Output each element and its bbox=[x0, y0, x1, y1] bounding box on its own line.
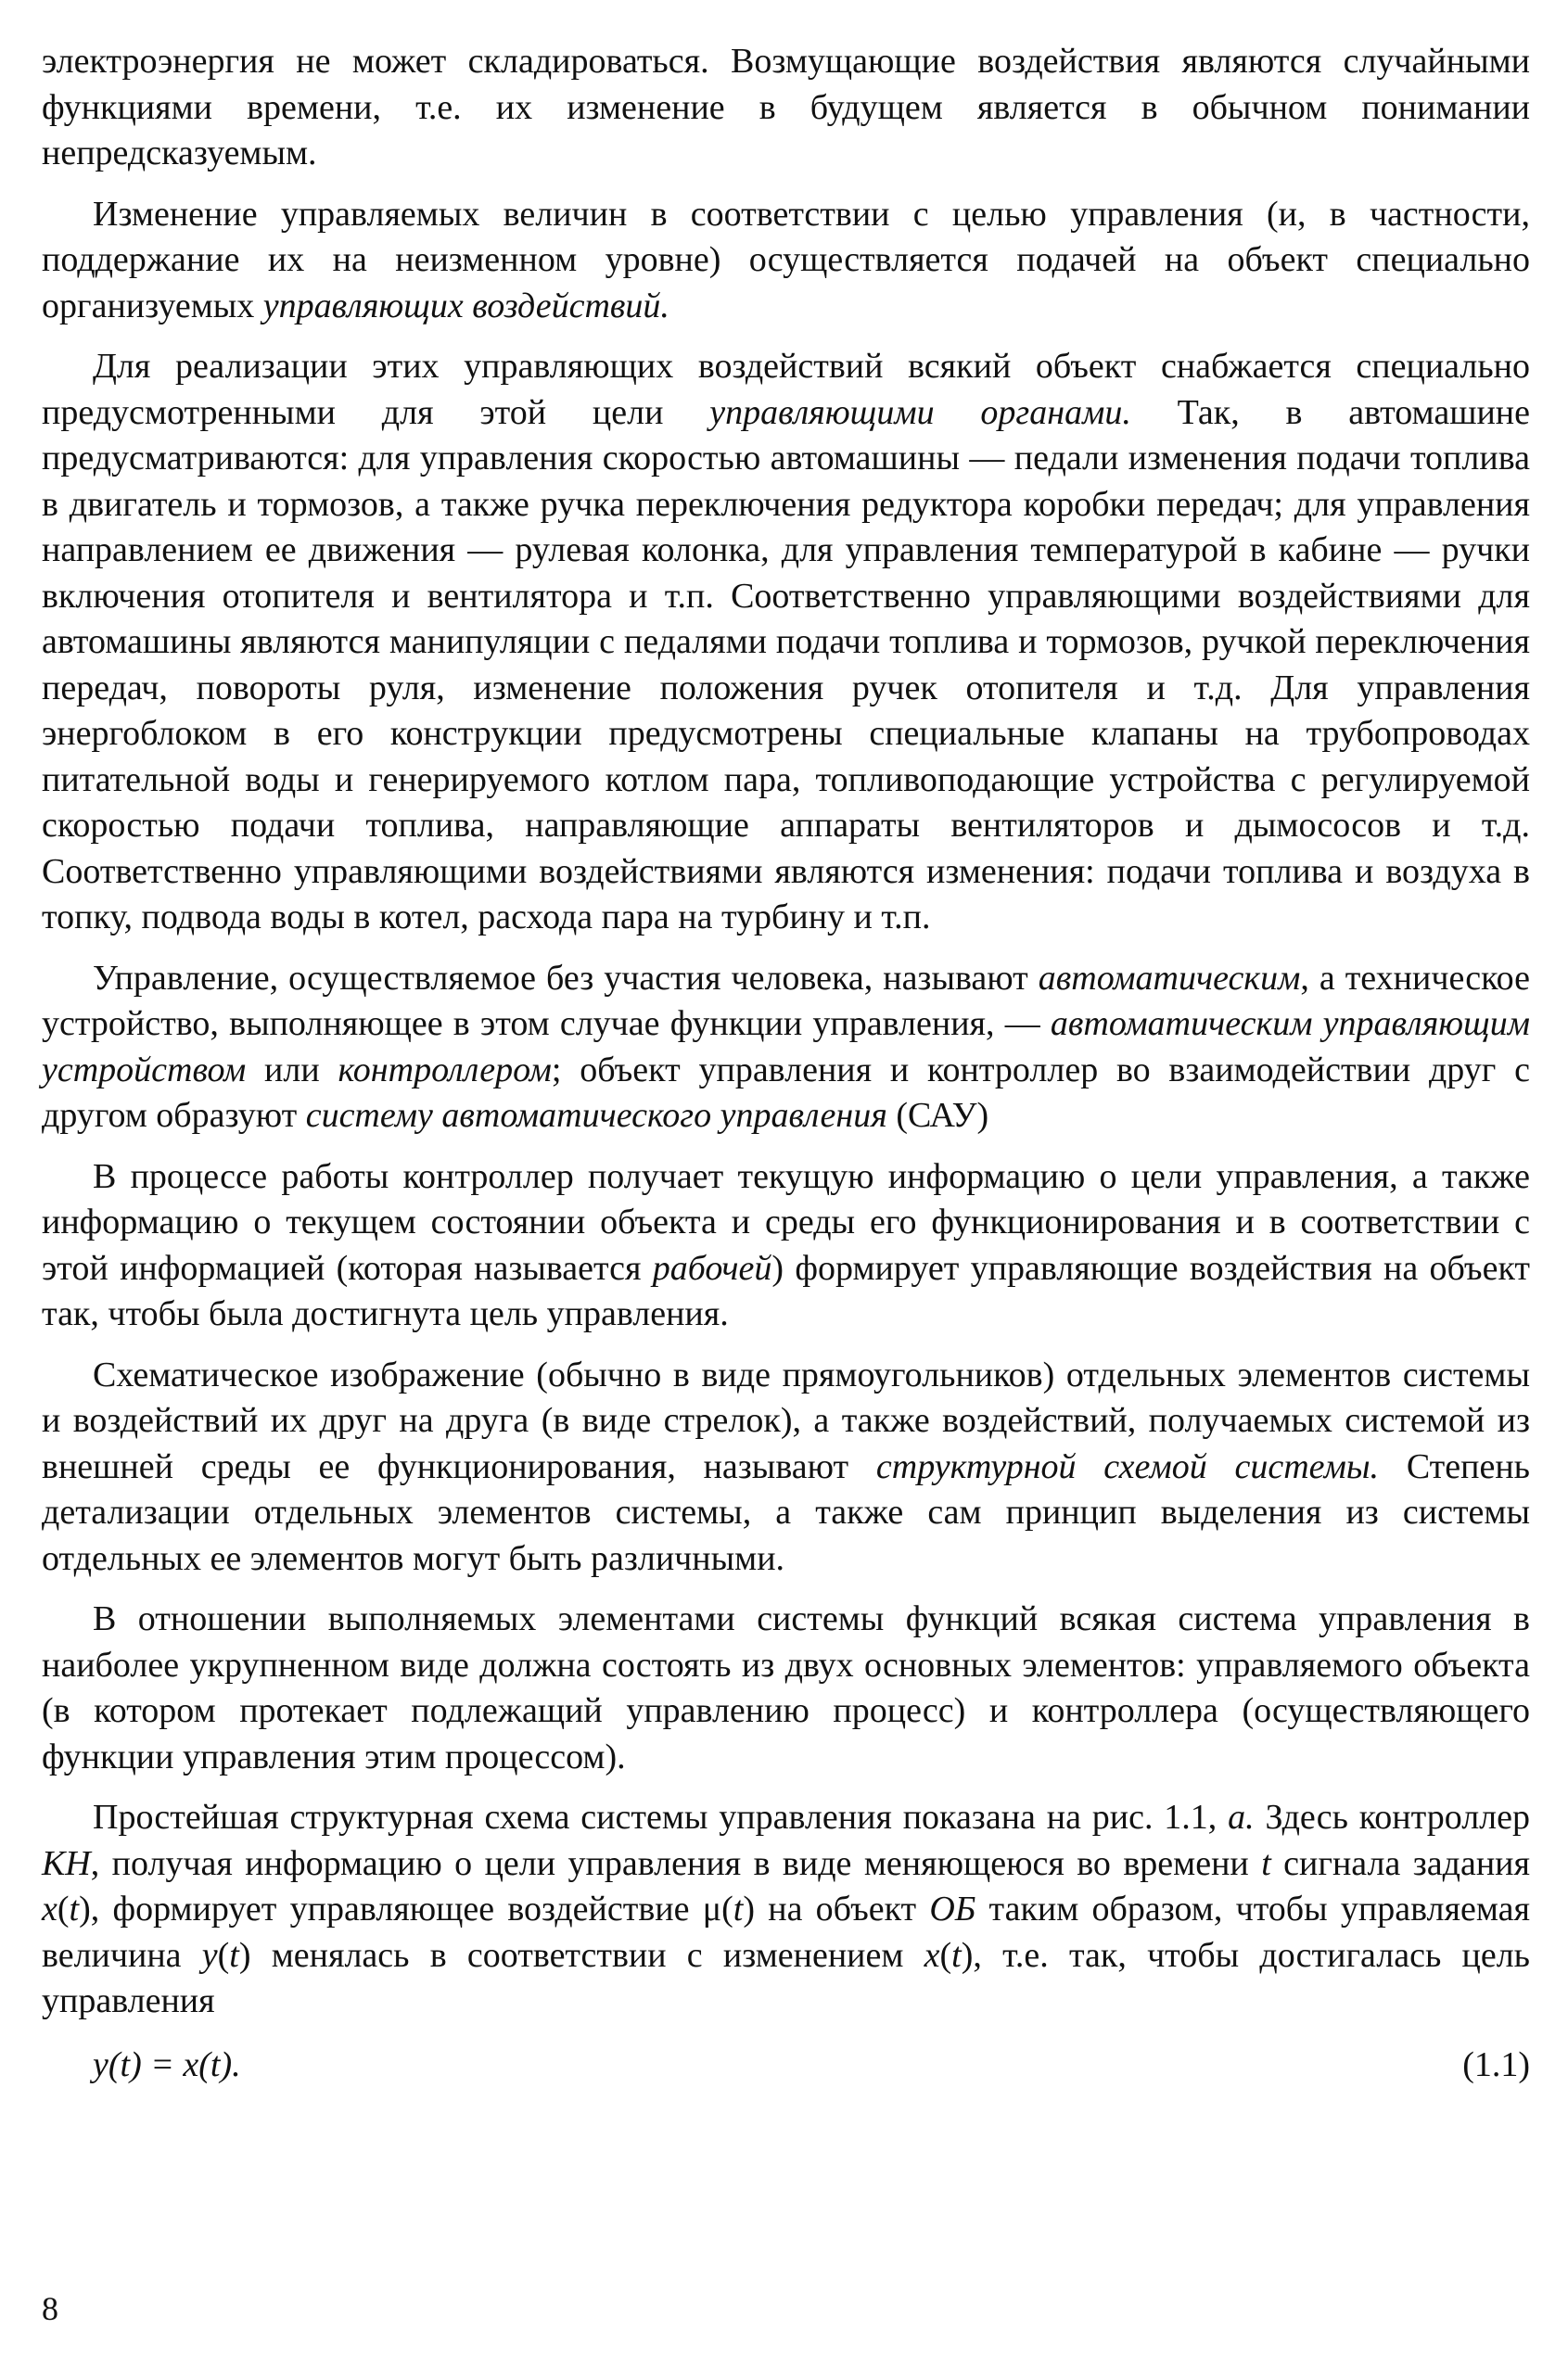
text-segment: сигнала задания bbox=[1270, 1843, 1530, 1883]
italic-term: y bbox=[201, 1935, 218, 1975]
text-segment: таким образом, чтобы управляемая величина bbox=[42, 1890, 1530, 1975]
italic-term: x bbox=[42, 1890, 57, 1929]
equation: y(t) = x(t). bbox=[93, 2044, 241, 2084]
text-segment: Степень детализации отдельных элементов системы, а также сам принцип выделения из системы отдельных ее элементов могут быть различными. bbox=[42, 1446, 1531, 1578]
text-segment: , получая информацию о цели управления в виде меняющеюся во времени bbox=[90, 1843, 1262, 1883]
paragraph bbox=[42, 1597, 1530, 1780]
body-text bbox=[42, 39, 1530, 2025]
paragraph bbox=[42, 956, 1530, 1139]
text-segment: ) формирует управляющие воздействия на объект так, чтобы была достигнута цель управления. bbox=[42, 1248, 1531, 1333]
italic-term: структурной схемой системы. bbox=[875, 1446, 1380, 1486]
italic-term: автоматическим управляющим устройством bbox=[42, 1004, 1530, 1089]
italic-term: t bbox=[229, 1935, 239, 1975]
text-segment: ), т.е. так, чтобы достигалась цель управления bbox=[42, 1935, 1530, 2020]
italic-term: автоматическим bbox=[1038, 958, 1301, 998]
text-segment: Так, в автомашине предусматриваются: для управления скоростью автомашины — педали изменения подачи топлива в двигатель и тормозов, а также ручка переключения редуктора коробки передач; для управления направлением ее движения — рулевая колонка, для управления температурой в кабине — ручки включения отопителя и вентилятора и т.п. Соответственно управляющими воздействиями для автомашины являются манипуляции с педалями подачи топлива и тормозов, ручкой переключения передач, повороты руля, изменение положения ручек отопителя и т.д. Для управления энергоблоком в его конструкции предусмотрены специальные клапаны на трубопроводах питательной воды и генерируемого котлом пара, топливоподающие устройства с регулируемой скоростью подачи топлива, направляющие аппараты вентиляторов и дымососов и т.д. Соответственно управляющими воздействиями являются изменения: подачи топлива и воздуха в топку, подвода воды в котел, расхода пара на турбину и т.п. bbox=[42, 392, 1530, 936]
paragraph bbox=[42, 344, 1530, 941]
page-number: 8 bbox=[42, 2290, 58, 2327]
italic-term: t bbox=[69, 1890, 80, 1929]
italic-term: управляющими органами. bbox=[709, 392, 1131, 432]
paragraph bbox=[42, 39, 1530, 177]
equation-row bbox=[42, 2040, 1530, 2090]
italic-term: x bbox=[924, 1935, 940, 1975]
italic-term: а. bbox=[1228, 1798, 1255, 1837]
text-segment: или bbox=[246, 1050, 338, 1089]
document-page bbox=[42, 39, 1530, 2090]
paragraph bbox=[42, 192, 1530, 330]
italic-term: КН bbox=[42, 1843, 91, 1883]
text-segment: (САУ) bbox=[886, 1096, 989, 1135]
italic-term: контроллером bbox=[338, 1050, 552, 1089]
text-segment: ( bbox=[217, 1935, 230, 1975]
text-segment: В отношении выполняемых элементами системы функций всякая система управления в наиболее укрупненном виде должна состоять из двух основных элементов: управляемого объекта (в котором протекает подлежащий управлению процесс) и контроллера (осуществляющего функции управления этим процессом). bbox=[42, 1599, 1530, 1776]
paragraph bbox=[42, 1795, 1530, 2025]
text-segment: Схематическое изображение (обычно в виде прямоугольников) отдельных элементов системы и воздействий их друг на друга (в виде стрелок), а также воздействий, получаемых системой из внешней среды ее функционирования, называют bbox=[42, 1355, 1530, 1486]
italic-term: t bbox=[1261, 1843, 1271, 1883]
text-segment: ) на объект bbox=[743, 1890, 930, 1929]
italic-term: управляющих воздействий. bbox=[262, 286, 669, 325]
text-segment: Изменение управляемых величин в соответствии с целью управления (и, в частности, поддержание их на неизменном уровне) осуществляется подачей на объект специально организуемых bbox=[42, 194, 1530, 325]
text-segment: В процессе работы контроллер получает текущую информацию о цели управления, а также информацию о текущем состоянии объекта и среды его функционирования и в соответствии с этой информацией (которая называется bbox=[42, 1156, 1530, 1288]
text-segment: Здесь контроллер bbox=[1254, 1798, 1530, 1837]
italic-term: t bbox=[951, 1935, 962, 1975]
italic-term: рабочей bbox=[652, 1248, 772, 1288]
text-segment: , а техническое устройство, выполняющее в этом случае функции управления, — bbox=[42, 958, 1530, 1043]
text-segment: Управление, осуществляемое без участия человека, называют bbox=[93, 958, 1039, 998]
equation-number: (1.1) bbox=[1462, 2044, 1530, 2084]
italic-term: ОБ bbox=[929, 1890, 976, 1929]
text-segment: Простейшая структурная схема системы управления показана на рис. 1.1, bbox=[93, 1798, 1229, 1837]
text-segment: электроэнергия не может складироваться. Возмущающие воздействия являются случайными функциями времени, т.е. их изменение в будущем является в обычном понимании непредсказуемым. bbox=[42, 42, 1530, 172]
text-segment: ) менялась в соответствии с изменением bbox=[238, 1935, 924, 1975]
italic-term: t bbox=[733, 1890, 744, 1929]
text-segment: ( bbox=[57, 1890, 70, 1929]
text-segment: ( bbox=[939, 1935, 952, 1975]
paragraph bbox=[42, 1154, 1530, 1338]
paragraph bbox=[42, 1353, 1530, 1583]
italic-term: систему автоматического управления bbox=[305, 1096, 887, 1135]
text-segment: Для реализации этих управляющих воздействий всякий объект снабжается специально предусмотренными для этой цели bbox=[42, 347, 1530, 432]
text-segment: ), формирует управляющее воздействие μ( bbox=[79, 1890, 733, 1929]
text-segment: ; объект управления и контроллер во взаимодействии друг с другом образуют bbox=[42, 1050, 1530, 1135]
